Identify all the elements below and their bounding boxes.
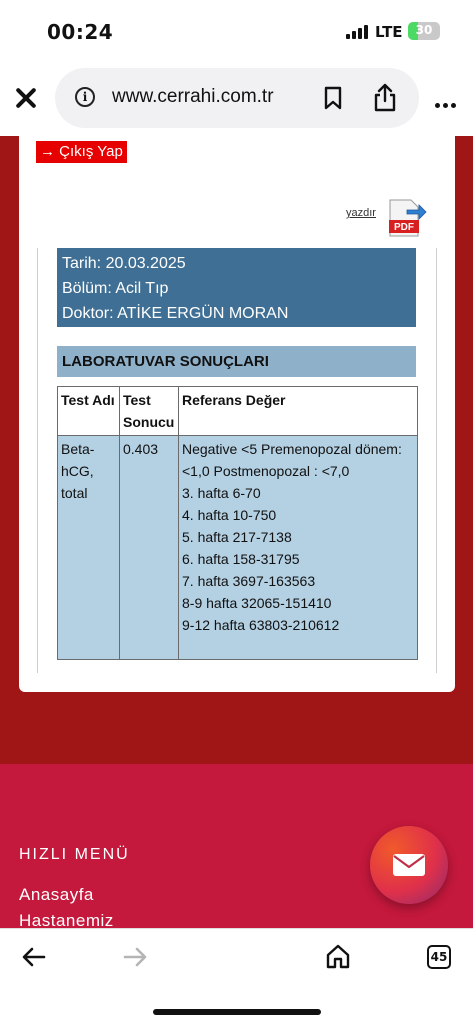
cell-test-name: Beta-hCG, total bbox=[58, 436, 120, 660]
network-label: LTE bbox=[375, 23, 403, 41]
reference-line: 3. hafta 6-70 bbox=[182, 485, 261, 501]
reference-line: 4. hafta 10-750 bbox=[182, 507, 277, 523]
back-arrow-icon[interactable] bbox=[22, 947, 46, 967]
url-text[interactable]: www.cerrahi.com.tr bbox=[112, 86, 274, 107]
status-bar bbox=[0, 0, 473, 62]
home-indicator bbox=[153, 1009, 321, 1015]
header-test-name: Test Adı bbox=[58, 387, 120, 436]
share-icon[interactable] bbox=[373, 82, 397, 112]
lab-results-heading: LABORATUVAR SONUÇLARI bbox=[57, 346, 416, 377]
table-header-row bbox=[58, 387, 418, 436]
close-icon[interactable] bbox=[14, 86, 38, 110]
print-link[interactable]: yazdır bbox=[346, 207, 376, 219]
lab-results-table bbox=[57, 386, 418, 660]
reference-line: 9-12 hafta 63803-210612 bbox=[182, 617, 340, 633]
reference-line: 7. hafta 3697-163563 bbox=[182, 573, 316, 589]
more-icon[interactable] bbox=[435, 95, 459, 113]
tabs-count-button[interactable]: 45 bbox=[427, 945, 451, 969]
reference-line: 6. hafta 158-31795 bbox=[182, 551, 300, 567]
browser-bottom-bar bbox=[0, 928, 473, 1024]
report-card bbox=[19, 136, 455, 692]
cell-reference bbox=[179, 436, 418, 660]
cell-test-result: 0.403 bbox=[120, 436, 179, 660]
reference-line: 5. hafta 217-7138 bbox=[182, 529, 292, 545]
visit-date: Tarih: 20.03.2025 bbox=[62, 255, 186, 272]
browser-toolbar bbox=[0, 62, 473, 136]
home-icon[interactable] bbox=[325, 943, 351, 969]
reference-line: 8-9 hafta 32065-151410 bbox=[182, 595, 332, 611]
quick-menu-hospital-link[interactable]: Hastanemiz bbox=[19, 911, 114, 928]
header-test-result: Test Sonucu bbox=[120, 387, 179, 436]
contact-mail-button[interactable] bbox=[370, 826, 448, 904]
address-bar[interactable] bbox=[55, 68, 419, 128]
logout-button[interactable]: → Çıkış Yap bbox=[36, 141, 127, 163]
mail-icon bbox=[392, 853, 426, 877]
bookmark-icon[interactable] bbox=[323, 86, 343, 110]
status-time: 00:24 bbox=[47, 20, 114, 44]
battery-icon bbox=[408, 22, 440, 40]
forward-arrow-icon[interactable] bbox=[123, 947, 147, 967]
pdf-label: PDF bbox=[394, 222, 414, 233]
quick-menu-home-link[interactable]: Anasayfa bbox=[19, 885, 94, 904]
signal-icon bbox=[346, 25, 370, 39]
pdf-icon[interactable] bbox=[387, 198, 427, 238]
visit-department: Bölüm: Acil Tıp bbox=[62, 280, 169, 297]
web-page bbox=[0, 136, 473, 928]
table-row bbox=[58, 436, 418, 660]
info-icon[interactable]: i bbox=[75, 87, 95, 107]
visit-info bbox=[57, 248, 416, 327]
report-frame bbox=[37, 248, 437, 673]
quick-menu-title: HIZLI MENÜ bbox=[19, 846, 130, 863]
header-reference: Referans Değer bbox=[179, 387, 418, 436]
battery-level: 30 bbox=[415, 23, 433, 37]
visit-doctor: Doktor: ATİKE ERGÜN MORAN bbox=[62, 305, 289, 322]
reference-line: Negative <5 Premenopozal dönem: <1,0 Postmenopozal : <7,0 bbox=[182, 441, 402, 479]
